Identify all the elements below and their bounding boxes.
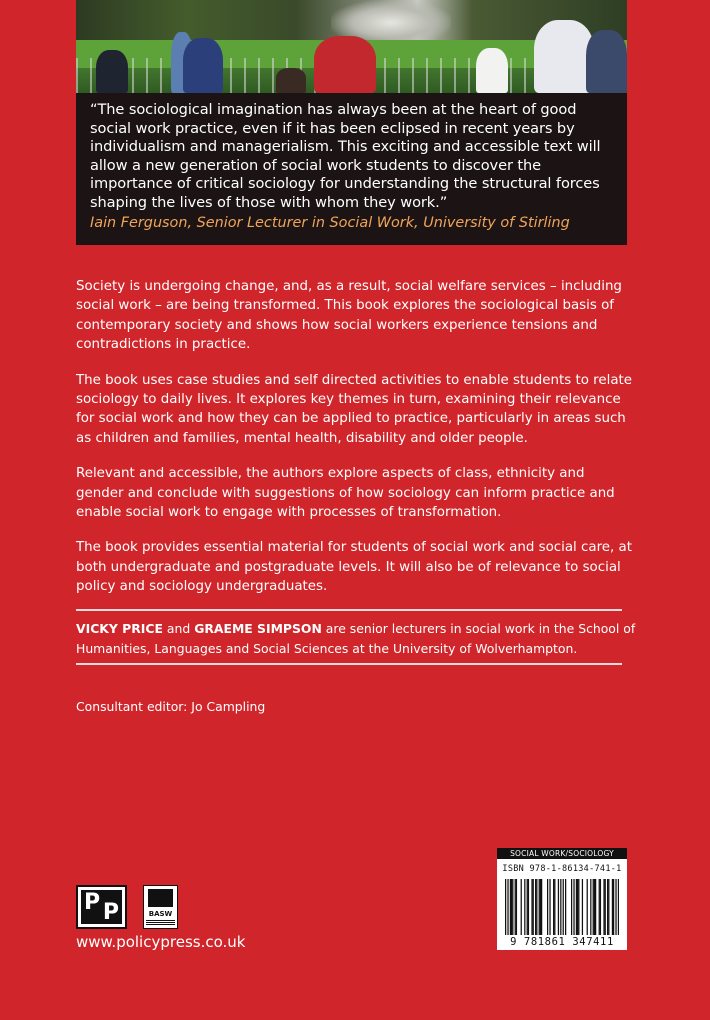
barcode-bar [560,879,561,935]
barcode-bar [587,879,588,935]
barcode-bar [600,879,601,935]
barcode-bar [573,879,574,935]
barcode-bar [607,879,608,935]
blurb-paragraph: Society is undergoing change, and, as a result, social welfare services – including social work – are being transformed. This book explores the sociological basis of contemporary society and shows how social workers experience tensions and contradictions in practice. [76,279,622,353]
barcode-bar [531,879,532,935]
isbn-number: ISBN 978-1-86134-741-1 [502,864,622,874]
crowd-person [476,48,508,93]
barcode-bar [582,879,583,935]
barcode-bar [612,879,613,935]
cover-photo [76,0,627,93]
barcode-bar [533,879,534,935]
review-quote: “The sociological imagination has always been at the heart of good social work practice, even if it has been eclipsed in recent years by individualism and managerialism. This exciting and accessible text will allow a new generation of social work students to discover the importance of critical sociology for understanding the structural forces shaping the lives of those with whom they work.” [90,101,601,211]
crowd-person [96,50,128,93]
blurb-paragraph: The book provides essential material for students of social work and social care, at both undergraduate and postgraduate levels. It will also be of relevance to social policy and sociology undergraduates. [76,540,633,595]
logo-letter: P [84,890,101,915]
barcode-box [497,848,627,950]
quote-attribution: Iain Ferguson, Senior Lecturer in Social Work, University of Stirling [90,214,570,231]
subject-category: SOCIAL WORK/SOCIOLOGY [497,848,627,859]
barcode-bar [576,879,577,935]
barcode-bar [599,879,600,935]
crowd-person [534,20,594,93]
barcode-bar [536,879,537,935]
barcode-bar [554,879,555,935]
barcode-bar [590,879,591,935]
barcode-bar [512,879,513,935]
barcode-bar [553,879,554,935]
crowd-person [314,36,376,93]
barcode-bar [594,879,595,935]
author-bio-text: are senior lecturers in social work in the School of Humanities, Languages and Social Sciences at the University of Wolverhampton. [76,621,636,656]
barcode-bar [521,879,522,935]
barcode-bar [528,879,529,935]
barcode-bar [608,879,609,935]
divider-bottom [76,663,622,665]
basw-subtext [146,919,175,925]
barcode-bar [571,879,572,935]
barcode-bar [605,879,606,935]
review-quote-box [76,93,627,245]
blurb [76,277,636,613]
basw-logo [143,885,178,929]
blurb-paragraph: The book uses case studies and self directed activities to enable students to relate sociology to daily lives. It explores key themes in turn, examining their relevance for social work and how they can be applied to practice, particularly in areas such as children and families, mental health, disability and older people. [76,372,633,446]
policy-press-logo [76,885,127,929]
publisher-website[interactable]: www.policypress.co.uk [76,933,246,951]
barcode-bar [618,879,619,935]
blurb-paragraph: Relevant and accessible, the authors explore aspects of class, ethnicity and gender and conclude with suggestions of how sociology can inform practice and enable social work to engage with processes of transformation. [76,466,615,521]
barcode-bar [603,879,604,935]
barcode-bar [563,879,564,935]
crowd-person [276,68,306,93]
barcode-bar [516,879,517,935]
barcode-bar [505,879,506,935]
barcode-bar [510,879,511,935]
barcode-bar [578,879,579,935]
barcode-bar [558,879,559,935]
barcode-bar [615,879,616,935]
barcode-bar [565,879,566,935]
barcode-bar [549,879,550,935]
barcode-bar [540,879,541,935]
barcode-bar [595,879,596,935]
barcode-icon [505,879,619,935]
logo-letter: P [102,900,119,925]
crowd-person [183,38,223,93]
author-bio [76,619,636,658]
barcode-bar [515,879,516,935]
barcode-bar [613,879,614,935]
barcode-bar [511,879,512,935]
author-name-2: GRAEME SIMPSON [194,621,322,636]
crowd-person [586,30,627,93]
basw-mark [148,889,173,907]
barcode-bar [547,879,548,935]
barcode-bar [524,879,525,935]
barcode-bar [535,879,536,935]
barcode-bar [527,879,528,935]
barcode-bar [593,879,594,935]
barcode-bar [541,879,542,935]
barcode-bar [577,879,578,935]
author-joiner: and [162,621,195,636]
author-name-1: VICKY PRICE [76,621,163,636]
barcode-bar [507,879,508,935]
barcode-digits: 9 781861 347411 [510,936,614,948]
barcode-bar [539,879,540,935]
divider-top [76,609,622,611]
consultant-editor: Consultant editor: Jo Campling [76,699,266,714]
basw-label: BASW [148,910,173,918]
